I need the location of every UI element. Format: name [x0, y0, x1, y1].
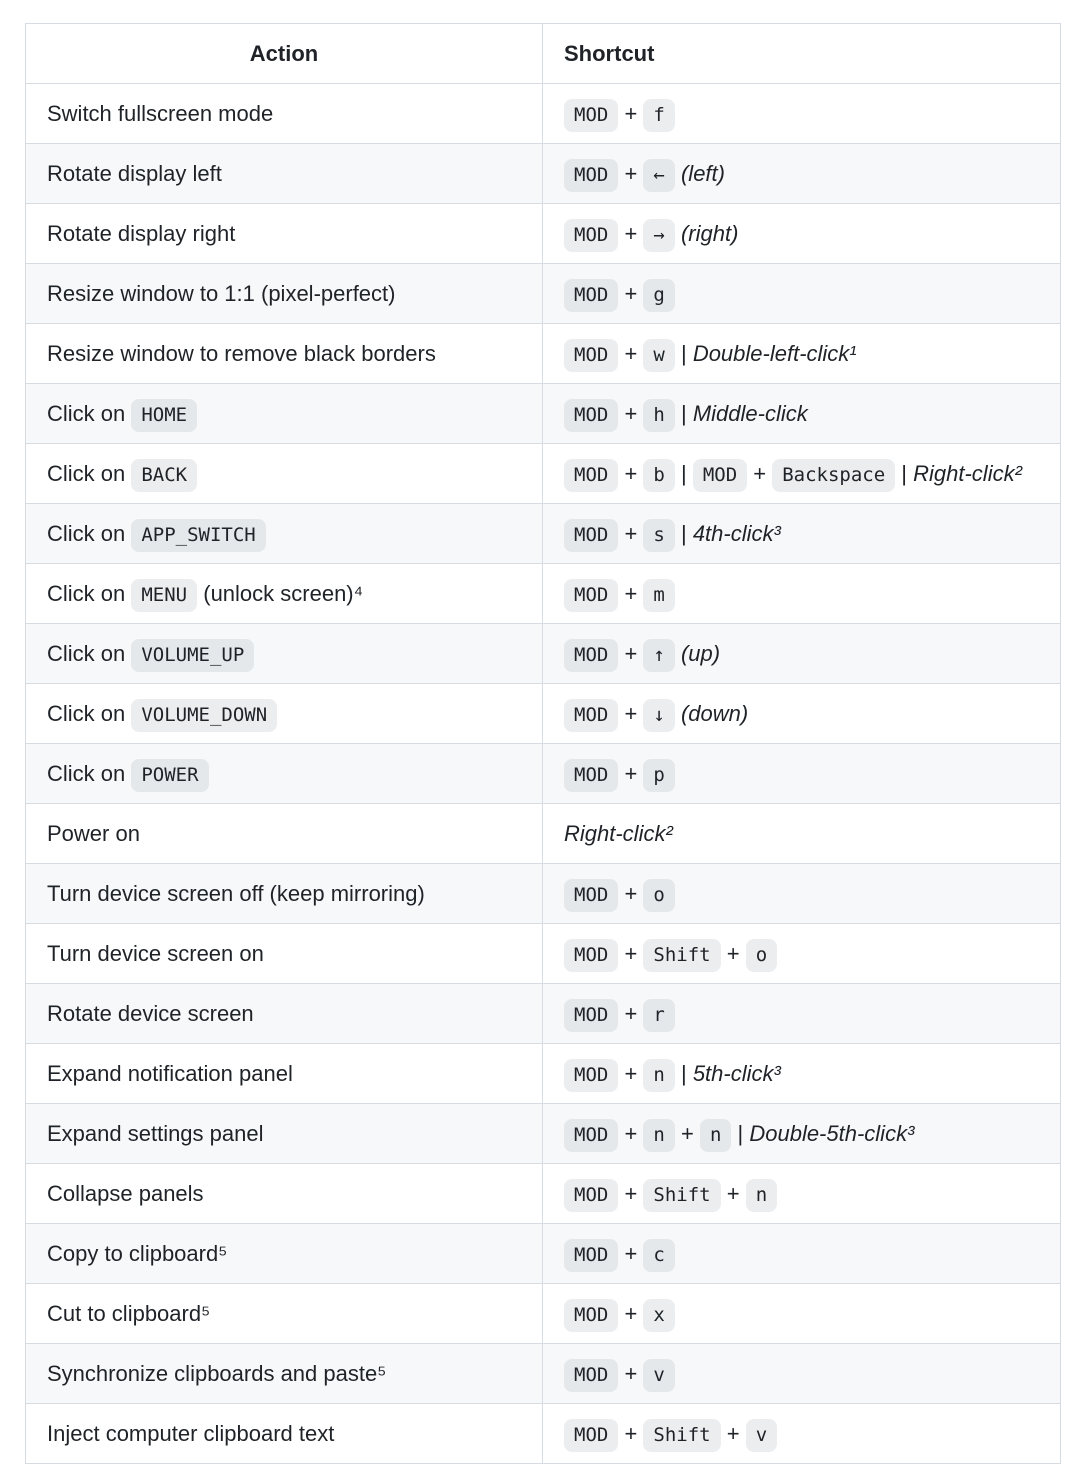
kbd-key: o [643, 879, 674, 912]
action-cell: Click on VOLUME_UP [26, 624, 543, 684]
action-cell: Switch fullscreen mode [26, 84, 543, 144]
kbd-key: → [643, 219, 674, 252]
kbd-key: g [643, 279, 674, 312]
shortcut-cell: MOD + ← (left) [543, 144, 1061, 204]
kbd-key: ← [643, 159, 674, 192]
mouse-alternative-text: Right-click² [564, 821, 673, 846]
action-cell: Expand settings panel [26, 1104, 543, 1164]
kbd-key: MOD [564, 1059, 618, 1092]
table-row [26, 384, 1061, 444]
code-chip: APP_SWITCH [131, 519, 265, 552]
action-cell: Click on BACK [26, 444, 543, 504]
mouse-alternative-text: (up) [680, 641, 721, 666]
action-cell: Inject computer clipboard text [26, 1404, 543, 1464]
table-row [26, 144, 1061, 204]
action-cell: Rotate display left [26, 144, 543, 204]
action-cell: Turn device screen on [26, 924, 543, 984]
table-row [26, 924, 1061, 984]
kbd-key: MOD [564, 1299, 618, 1332]
kbd-key: MOD [564, 1419, 618, 1452]
table-row [26, 1044, 1061, 1104]
shortcut-cell: MOD + → (right) [543, 204, 1061, 264]
shortcut-cell: MOD + ↑ (up) [543, 624, 1061, 684]
kbd-key: MOD [564, 159, 618, 192]
kbd-key: n [643, 1059, 674, 1092]
mouse-alternative-text: 4th-click³ [692, 521, 781, 546]
table-row [26, 204, 1061, 264]
kbd-key: v [746, 1419, 777, 1452]
code-chip: BACK [131, 459, 197, 492]
table-row [26, 564, 1061, 624]
shortcut-cell: MOD + s | 4th-click³ [543, 504, 1061, 564]
action-cell: Power on [26, 804, 543, 864]
kbd-key: Backspace [772, 459, 895, 492]
table-row [26, 1224, 1061, 1284]
shortcut-cell [543, 804, 1061, 864]
kbd-key: MOD [564, 279, 618, 312]
action-cell: Copy to clipboard⁵ [26, 1224, 543, 1284]
action-column-header: Action [26, 24, 543, 84]
kbd-key: MOD [564, 399, 618, 432]
table-row [26, 684, 1061, 744]
table-row [26, 804, 1061, 864]
kbd-key: v [643, 1359, 674, 1392]
action-cell: Rotate device screen [26, 984, 543, 1044]
table-row [26, 984, 1061, 1044]
kbd-key: MOD [564, 219, 618, 252]
kbd-key: f [643, 99, 674, 132]
shortcut-cell: MOD + f [543, 84, 1061, 144]
table-row [26, 1284, 1061, 1344]
shortcut-cell: MOD + g [543, 264, 1061, 324]
table-row [26, 324, 1061, 384]
mouse-alternative-text: Middle-click [692, 401, 808, 426]
mouse-alternative-text: Double-5th-click³ [749, 1121, 915, 1146]
mouse-alternative-text: 5th-click³ [692, 1061, 781, 1086]
mouse-alternative-text: (right) [680, 221, 739, 246]
code-chip: HOME [131, 399, 197, 432]
code-chip: VOLUME_UP [131, 639, 254, 672]
kbd-key: n [700, 1119, 731, 1152]
kbd-key: h [643, 399, 674, 432]
shortcut-cell: MOD + v [543, 1344, 1061, 1404]
action-cell: Resize window to remove black borders [26, 324, 543, 384]
table-row [26, 504, 1061, 564]
shortcut-cell: MOD + x [543, 1284, 1061, 1344]
kbd-key: MOD [564, 759, 618, 792]
table-header [26, 24, 1061, 84]
code-chip: VOLUME_DOWN [131, 699, 277, 732]
kbd-key: MOD [564, 579, 618, 612]
shortcut-cell: MOD + Shift + n [543, 1164, 1061, 1224]
action-cell: Click on VOLUME_DOWN [26, 684, 543, 744]
shortcut-cell: MOD + n + n | Double-5th-click³ [543, 1104, 1061, 1164]
table-row [26, 624, 1061, 684]
kbd-key: MOD [564, 1239, 618, 1272]
kbd-key: MOD [564, 1179, 618, 1212]
kbd-key: n [746, 1179, 777, 1212]
action-cell: Resize window to 1:1 (pixel-perfect) [26, 264, 543, 324]
kbd-key: MOD [564, 1119, 618, 1152]
shortcut-cell: MOD + m [543, 564, 1061, 624]
kbd-key: m [643, 579, 674, 612]
kbd-key: p [643, 759, 674, 792]
kbd-key: s [643, 519, 674, 552]
header-row [26, 24, 1061, 84]
action-cell: Expand notification panel [26, 1044, 543, 1104]
kbd-key: MOD [564, 459, 618, 492]
shortcut-cell: MOD + p [543, 744, 1061, 804]
shortcut-cell: MOD + n | 5th-click³ [543, 1044, 1061, 1104]
kbd-key: x [643, 1299, 674, 1332]
action-cell: Click on APP_SWITCH [26, 504, 543, 564]
kbd-key: MOD [564, 339, 618, 372]
kbd-key: r [643, 999, 674, 1032]
kbd-key: MOD [564, 99, 618, 132]
action-cell: Click on HOME [26, 384, 543, 444]
kbd-key: ↓ [643, 699, 674, 732]
kbd-key: Shift [643, 1179, 720, 1212]
shortcut-cell: MOD + c [543, 1224, 1061, 1284]
shortcut-cell: MOD + h | Middle-click [543, 384, 1061, 444]
action-cell: Click on POWER [26, 744, 543, 804]
shortcut-cell: MOD + Shift + o [543, 924, 1061, 984]
kbd-key: ↑ [643, 639, 674, 672]
shortcut-column-header: Shortcut [543, 24, 1061, 84]
kbd-key: MOD [564, 879, 618, 912]
shortcut-cell: MOD + w | Double-left-click¹ [543, 324, 1061, 384]
kbd-key: MOD [564, 639, 618, 672]
kbd-key: MOD [564, 939, 618, 972]
shortcut-cell: MOD + b | MOD + Backspace | Right-click² [543, 444, 1061, 504]
code-chip: MENU [131, 579, 197, 612]
table-row [26, 1104, 1061, 1164]
kbd-key: MOD [564, 519, 618, 552]
kbd-key: MOD [564, 699, 618, 732]
kbd-key: n [643, 1119, 674, 1152]
table-row [26, 84, 1061, 144]
table-row [26, 744, 1061, 804]
table-body [26, 84, 1061, 1464]
mouse-alternative-text: Right-click² [913, 461, 1022, 486]
table-row [26, 864, 1061, 924]
shortcuts-table [25, 23, 1061, 1464]
kbd-key: w [643, 339, 674, 372]
action-cell: Turn device screen off (keep mirroring) [26, 864, 543, 924]
shortcut-cell: MOD + Shift + v [543, 1404, 1061, 1464]
mouse-alternative-text: (down) [680, 701, 749, 726]
table-row [26, 1404, 1061, 1464]
kbd-key: Shift [643, 1419, 720, 1452]
kbd-key: b [643, 459, 674, 492]
kbd-key: c [643, 1239, 674, 1272]
action-cell: Synchronize clipboards and paste⁵ [26, 1344, 543, 1404]
kbd-key: o [746, 939, 777, 972]
shortcut-cell: MOD + r [543, 984, 1061, 1044]
table-row [26, 1344, 1061, 1404]
kbd-key: MOD [564, 999, 618, 1032]
mouse-alternative-text: Double-left-click¹ [692, 341, 857, 366]
shortcut-cell: MOD + o [543, 864, 1061, 924]
action-cell: Rotate display right [26, 204, 543, 264]
action-cell: Click on MENU (unlock screen)⁴ [26, 564, 543, 624]
mouse-alternative-text: (left) [680, 161, 725, 186]
table-row [26, 1164, 1061, 1224]
shortcut-cell: MOD + ↓ (down) [543, 684, 1061, 744]
kbd-key: Shift [643, 939, 720, 972]
kbd-key: MOD [693, 459, 747, 492]
action-cell: Collapse panels [26, 1164, 543, 1224]
action-cell: Cut to clipboard⁵ [26, 1284, 543, 1344]
kbd-key: MOD [564, 1359, 618, 1392]
table-row [26, 264, 1061, 324]
code-chip: POWER [131, 759, 208, 792]
table-row [26, 444, 1061, 504]
